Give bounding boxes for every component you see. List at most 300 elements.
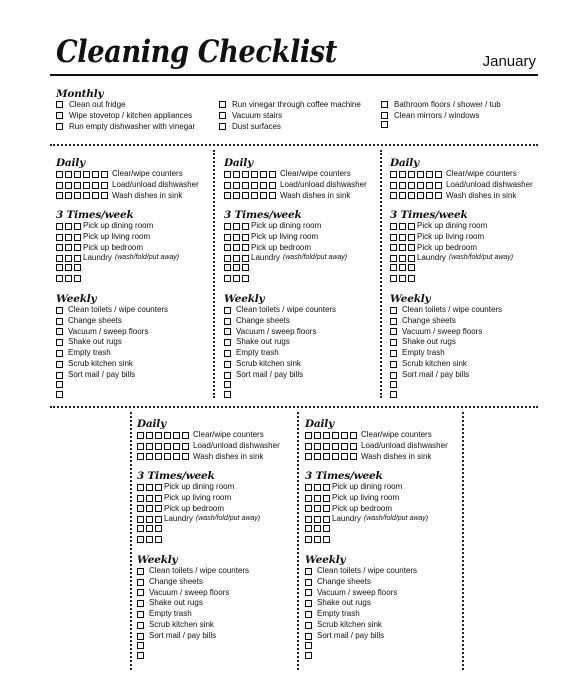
checkbox[interactable]	[269, 182, 276, 189]
list-item	[137, 577, 203, 587]
checkbox[interactable]	[390, 372, 397, 379]
checkbox[interactable]	[155, 453, 162, 460]
checkbox[interactable]	[137, 568, 144, 575]
checkbox[interactable]	[390, 171, 397, 178]
checkbox[interactable]	[399, 244, 406, 251]
item-label: Change sheets	[402, 315, 456, 325]
checkbox[interactable]	[137, 600, 144, 607]
checkbox[interactable]	[314, 453, 321, 460]
checkbox[interactable]	[426, 171, 433, 178]
list-item	[305, 577, 371, 587]
checkbox[interactable]	[242, 192, 249, 199]
checkbox[interactable]	[146, 453, 153, 460]
checkbox[interactable]	[92, 192, 99, 199]
checkbox[interactable]	[332, 432, 339, 439]
checkbox[interactable]	[242, 171, 249, 178]
checkbox[interactable]	[137, 505, 144, 512]
checkbox-group	[56, 339, 68, 346]
checkbox[interactable]	[417, 171, 424, 178]
checkbox[interactable]	[224, 318, 231, 325]
checkbox[interactable]	[219, 123, 226, 130]
checkbox[interactable]	[137, 495, 144, 502]
checkbox[interactable]	[137, 525, 144, 532]
checkbox[interactable]	[251, 171, 258, 178]
checkbox[interactable]	[390, 381, 397, 388]
checkbox[interactable]	[399, 223, 406, 230]
checkbox[interactable]	[65, 171, 72, 178]
list-item	[224, 264, 251, 271]
checkbox[interactable]	[305, 453, 312, 460]
checkbox[interactable]	[323, 505, 330, 512]
checkbox[interactable]	[314, 505, 321, 512]
checkbox[interactable]	[83, 171, 90, 178]
checkbox[interactable]	[224, 255, 231, 262]
checkbox[interactable]	[242, 223, 249, 230]
checkbox[interactable]	[65, 275, 72, 282]
item-label: Change sheets	[236, 315, 290, 325]
list-item	[224, 316, 290, 326]
checkbox-group	[137, 642, 149, 649]
checkbox[interactable]	[164, 432, 171, 439]
checkbox[interactable]	[435, 171, 442, 178]
item-label: Pick up bedroom	[417, 242, 478, 252]
list-item	[56, 348, 111, 358]
daily-heading: Daily	[56, 157, 85, 169]
checkbox[interactable]	[65, 264, 72, 271]
list-item	[137, 598, 203, 608]
checkbox[interactable]	[332, 453, 339, 460]
checkbox[interactable]	[56, 381, 63, 388]
checkbox[interactable]	[233, 244, 240, 251]
checkbox[interactable]	[56, 223, 63, 230]
checkbox[interactable]	[155, 484, 162, 491]
checkbox[interactable]	[74, 234, 81, 241]
checkbox[interactable]	[399, 234, 406, 241]
checkbox[interactable]	[390, 307, 397, 314]
checkbox[interactable]	[224, 171, 231, 178]
checkbox[interactable]	[224, 275, 231, 282]
item-label: Vacuum / sweep floors	[317, 587, 398, 597]
checkbox[interactable]	[242, 234, 249, 241]
checkbox[interactable]	[74, 255, 81, 262]
list-item	[137, 452, 263, 462]
list-item	[305, 631, 384, 641]
monthly-item-label: Clean out fridge	[69, 100, 126, 109]
checkbox[interactable]	[305, 432, 312, 439]
checkbox[interactable]	[381, 101, 388, 108]
checkbox[interactable]	[56, 339, 63, 346]
checkbox[interactable]	[224, 339, 231, 346]
checkbox[interactable]	[56, 182, 63, 189]
monthly-item	[381, 99, 501, 110]
checkbox[interactable]	[305, 536, 312, 543]
checkbox[interactable]	[399, 192, 406, 199]
checkbox[interactable]	[390, 339, 397, 346]
checkbox[interactable]	[399, 255, 406, 262]
checkbox[interactable]	[137, 579, 144, 586]
daily-heading: Daily	[224, 157, 253, 169]
checkbox-group	[305, 579, 317, 586]
checkbox[interactable]	[390, 182, 397, 189]
checkbox[interactable]	[92, 171, 99, 178]
checkbox[interactable]	[323, 516, 330, 523]
checkbox[interactable]	[350, 453, 357, 460]
checkbox[interactable]	[146, 495, 153, 502]
checkbox[interactable]	[251, 192, 258, 199]
checkbox[interactable]	[74, 264, 81, 271]
checkbox[interactable]	[323, 443, 330, 450]
monthly-column	[219, 99, 361, 132]
checkbox[interactable]	[350, 432, 357, 439]
checkbox[interactable]	[74, 223, 81, 230]
list-item	[390, 275, 417, 282]
item-label: Pick up bedroom	[332, 503, 393, 513]
monthly-item	[219, 110, 361, 121]
list-item	[390, 348, 445, 358]
checkbox[interactable]	[314, 495, 321, 502]
checkbox[interactable]	[390, 318, 397, 325]
checkbox[interactable]	[323, 484, 330, 491]
checkbox-group	[56, 307, 68, 314]
checkbox[interactable]	[390, 328, 397, 335]
list-item	[305, 525, 332, 532]
checkbox-group	[224, 391, 236, 398]
checkbox[interactable]	[224, 350, 231, 357]
checkbox[interactable]	[224, 234, 231, 241]
checkbox[interactable]	[224, 244, 231, 251]
checkbox[interactable]	[137, 611, 144, 618]
checkbox[interactable]	[56, 372, 63, 379]
checkbox[interactable]	[224, 391, 231, 398]
checkbox[interactable]	[269, 192, 276, 199]
checkbox[interactable]	[101, 171, 108, 178]
checkbox[interactable]	[408, 182, 415, 189]
checkbox[interactable]	[305, 525, 312, 532]
list-item	[224, 169, 351, 179]
checkbox[interactable]	[390, 264, 397, 271]
checkbox[interactable]	[305, 516, 312, 523]
checkbox[interactable]	[173, 432, 180, 439]
checkbox[interactable]	[305, 642, 312, 649]
item-label: Shake out rugs	[149, 598, 203, 608]
checkbox[interactable]	[305, 652, 312, 659]
checkbox[interactable]	[233, 234, 240, 241]
list-item	[56, 327, 148, 337]
checkbox-group	[224, 339, 236, 346]
checkbox[interactable]	[314, 525, 321, 532]
checkbox[interactable]	[74, 275, 81, 282]
checkbox-group	[137, 536, 164, 543]
checkbox[interactable]	[341, 443, 348, 450]
checkbox[interactable]	[56, 264, 63, 271]
list-item	[224, 191, 350, 201]
checkbox[interactable]	[101, 192, 108, 199]
checkbox[interactable]	[92, 182, 99, 189]
checkbox[interactable]	[417, 192, 424, 199]
checkbox[interactable]	[137, 484, 144, 491]
checkbox[interactable]	[137, 432, 144, 439]
checkbox[interactable]	[381, 121, 388, 128]
checkbox[interactable]	[74, 244, 81, 251]
checkbox-group	[137, 652, 149, 659]
checkbox[interactable]	[65, 182, 72, 189]
monthly-item	[56, 99, 195, 110]
checkbox[interactable]	[233, 264, 240, 271]
checkbox[interactable]	[341, 432, 348, 439]
checkbox[interactable]	[182, 432, 189, 439]
checkbox[interactable]	[56, 350, 63, 357]
checkbox[interactable]	[399, 264, 406, 271]
list-item	[390, 305, 502, 315]
checkbox[interactable]	[305, 589, 312, 596]
checkbox[interactable]	[399, 275, 406, 282]
list-item	[224, 370, 303, 380]
monthly-item	[381, 110, 501, 121]
checkbox[interactable]	[269, 171, 276, 178]
checkbox[interactable]	[74, 192, 81, 199]
checkbox[interactable]	[56, 123, 63, 130]
checkbox[interactable]	[65, 234, 72, 241]
checkbox[interactable]	[305, 600, 312, 607]
checkbox-group	[56, 318, 68, 325]
checkbox-group	[56, 223, 83, 230]
checkbox[interactable]	[305, 443, 312, 450]
list-item	[56, 337, 122, 347]
checkbox[interactable]	[146, 443, 153, 450]
checkbox[interactable]	[350, 443, 357, 450]
checkbox[interactable]	[390, 244, 397, 251]
checkbox[interactable]	[260, 171, 267, 178]
checkbox[interactable]	[137, 516, 144, 523]
checkbox[interactable]	[242, 244, 249, 251]
checkbox[interactable]	[399, 182, 406, 189]
divider-col-5	[462, 412, 464, 670]
checkbox[interactable]	[332, 443, 339, 450]
checkbox[interactable]	[390, 350, 397, 357]
checkbox[interactable]	[65, 223, 72, 230]
checkbox[interactable]	[381, 112, 388, 119]
checkbox[interactable]	[56, 112, 63, 119]
checkbox[interactable]	[305, 505, 312, 512]
checkbox[interactable]	[390, 255, 397, 262]
checkbox[interactable]	[224, 381, 231, 388]
checkbox[interactable]	[155, 432, 162, 439]
checkbox[interactable]	[155, 443, 162, 450]
list-item	[56, 264, 83, 271]
checkbox[interactable]	[390, 391, 397, 398]
checkbox[interactable]	[56, 234, 63, 241]
checkbox[interactable]	[224, 223, 231, 230]
divider-col-1	[213, 150, 215, 398]
checkbox[interactable]	[242, 275, 249, 282]
list-item	[224, 327, 316, 337]
list-item	[390, 264, 417, 271]
checkbox[interactable]	[408, 171, 415, 178]
checkbox[interactable]	[390, 275, 397, 282]
checkbox[interactable]	[137, 536, 144, 543]
checkbox[interactable]	[56, 101, 63, 108]
checkbox-group	[56, 264, 83, 271]
checkbox[interactable]	[417, 182, 424, 189]
checkbox[interactable]	[305, 633, 312, 640]
list-item	[305, 536, 332, 543]
checkbox[interactable]	[305, 484, 312, 491]
checkbox[interactable]	[233, 223, 240, 230]
checkbox[interactable]	[341, 453, 348, 460]
checkbox[interactable]	[233, 182, 240, 189]
checkbox[interactable]	[251, 182, 258, 189]
checkbox[interactable]	[56, 275, 63, 282]
checkbox[interactable]	[408, 244, 415, 251]
checkbox[interactable]	[314, 443, 321, 450]
checkbox[interactable]	[56, 244, 63, 251]
checkbox[interactable]	[408, 192, 415, 199]
checkbox[interactable]	[146, 432, 153, 439]
checkbox[interactable]	[173, 443, 180, 450]
month-label: January	[482, 53, 536, 70]
checkbox[interactable]	[435, 192, 442, 199]
checkbox[interactable]	[305, 611, 312, 618]
checkbox[interactable]	[146, 525, 153, 532]
checkbox[interactable]	[137, 453, 144, 460]
checkbox[interactable]	[323, 453, 330, 460]
checkbox[interactable]	[56, 171, 63, 178]
checkbox-group	[224, 234, 251, 241]
checkbox[interactable]	[74, 182, 81, 189]
checkbox[interactable]	[314, 432, 321, 439]
checkbox[interactable]	[219, 112, 226, 119]
checkbox[interactable]	[314, 516, 321, 523]
checkbox[interactable]	[56, 318, 63, 325]
checkbox[interactable]	[173, 453, 180, 460]
checkbox[interactable]	[155, 495, 162, 502]
checkbox[interactable]	[224, 328, 231, 335]
checkbox[interactable]	[65, 192, 72, 199]
checkbox[interactable]	[224, 372, 231, 379]
checkbox[interactable]	[137, 652, 144, 659]
checkbox[interactable]	[146, 505, 153, 512]
checkbox[interactable]	[233, 171, 240, 178]
monthly-item	[56, 121, 195, 132]
checkbox[interactable]	[164, 443, 171, 450]
checkbox[interactable]	[224, 361, 231, 368]
item-label: Clean toilets / wipe counters	[68, 305, 169, 314]
checkbox[interactable]	[83, 182, 90, 189]
checkbox[interactable]	[56, 192, 63, 199]
checkbox[interactable]	[155, 505, 162, 512]
item-label: Laundry	[417, 253, 446, 263]
checkbox[interactable]	[323, 525, 330, 532]
checkbox[interactable]	[242, 255, 249, 262]
checkbox[interactable]	[137, 633, 144, 640]
item-label: Vacuum / sweep floors	[68, 326, 149, 336]
checkbox[interactable]	[182, 443, 189, 450]
list-item	[137, 536, 164, 543]
checkbox[interactable]	[155, 536, 162, 543]
checkbox[interactable]	[83, 192, 90, 199]
checkbox[interactable]	[146, 484, 153, 491]
checkbox[interactable]	[155, 516, 162, 523]
checkbox[interactable]	[219, 101, 226, 108]
checkbox[interactable]	[314, 484, 321, 491]
checkbox[interactable]	[224, 307, 231, 314]
checkbox[interactable]	[65, 255, 72, 262]
checkbox[interactable]	[314, 536, 321, 543]
checkbox[interactable]	[182, 453, 189, 460]
item-label: Clear/wipe counters	[361, 430, 432, 439]
checkbox[interactable]	[323, 536, 330, 543]
checkbox[interactable]	[56, 255, 63, 262]
checkbox[interactable]	[260, 182, 267, 189]
checkbox[interactable]	[242, 182, 249, 189]
checkbox[interactable]	[435, 182, 442, 189]
checkbox[interactable]	[426, 192, 433, 199]
checkbox[interactable]	[224, 264, 231, 271]
title-underline	[50, 74, 538, 76]
list-item	[56, 381, 68, 388]
checkbox[interactable]	[260, 192, 267, 199]
checkbox[interactable]	[426, 182, 433, 189]
checkbox[interactable]	[224, 192, 231, 199]
checkbox[interactable]	[56, 361, 63, 368]
item-label: Shake out rugs	[317, 598, 371, 608]
checkbox[interactable]	[137, 443, 144, 450]
checkbox[interactable]	[56, 391, 63, 398]
checkbox[interactable]	[56, 307, 63, 314]
checkbox[interactable]	[101, 182, 108, 189]
checkbox[interactable]	[137, 589, 144, 596]
checkbox[interactable]	[390, 361, 397, 368]
checkbox[interactable]	[408, 223, 415, 230]
checkbox[interactable]	[408, 234, 415, 241]
list-item	[56, 359, 133, 369]
checkbox[interactable]	[146, 536, 153, 543]
checkbox[interactable]	[390, 223, 397, 230]
checkbox[interactable]	[399, 171, 406, 178]
checkbox[interactable]	[224, 182, 231, 189]
checkbox[interactable]	[323, 432, 330, 439]
checkbox[interactable]	[164, 453, 171, 460]
checkbox[interactable]	[323, 495, 330, 502]
checkbox[interactable]	[65, 244, 72, 251]
checkbox[interactable]	[137, 642, 144, 649]
checkbox[interactable]	[408, 264, 415, 271]
checkbox[interactable]	[390, 192, 397, 199]
checkbox[interactable]	[155, 525, 162, 532]
checkbox[interactable]	[390, 234, 397, 241]
checkbox-group	[305, 652, 317, 659]
checkbox[interactable]	[74, 171, 81, 178]
checkbox[interactable]	[242, 264, 249, 271]
item-label: Scrub kitchen sink	[236, 359, 301, 368]
checkbox[interactable]	[408, 255, 415, 262]
checkbox[interactable]	[137, 622, 144, 629]
checkbox[interactable]	[305, 495, 312, 502]
checkbox[interactable]	[305, 568, 312, 575]
checkbox[interactable]	[305, 622, 312, 629]
item-label: Empty trash	[68, 348, 111, 358]
item-label: Clean toilets / wipe counters	[402, 305, 503, 314]
checkbox[interactable]	[305, 579, 312, 586]
checkbox[interactable]	[146, 516, 153, 523]
checkbox-group	[137, 505, 164, 512]
list-item	[224, 381, 236, 388]
checkbox[interactable]	[233, 255, 240, 262]
checkbox[interactable]	[233, 275, 240, 282]
checkbox[interactable]	[233, 192, 240, 199]
checkbox[interactable]	[408, 275, 415, 282]
checkbox[interactable]	[56, 328, 63, 335]
